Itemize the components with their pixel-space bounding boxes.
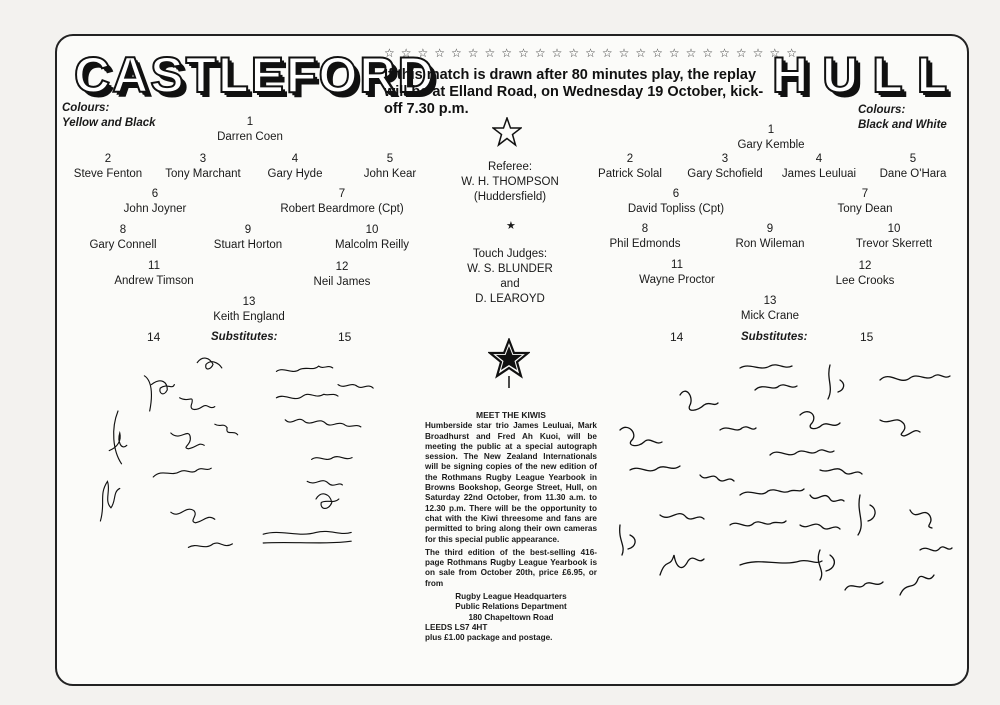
away-player-9: 9 Ron Wileman xyxy=(735,223,805,250)
away-sub-15: 15 xyxy=(860,330,874,344)
away-player-6: 6 David Topliss (Cpt) xyxy=(627,188,725,215)
referee-name: W. H. THOMPSON xyxy=(461,176,559,188)
away-colours-value: Black and White xyxy=(858,119,947,131)
address-line-2: Public Relations Department xyxy=(455,602,567,612)
away-player-10: 10 Trevor Skerrett xyxy=(855,223,933,250)
home-sub-14: 14 xyxy=(147,330,161,344)
home-player-6: 6 John Joyner xyxy=(123,188,187,215)
away-player-2: 2 Patrick Solal xyxy=(598,153,662,180)
home-player-10: 10 Malcolm Reilly xyxy=(334,224,410,251)
home-player-5: 5 John Kear xyxy=(363,153,417,180)
touch-judges-label: Touch Judges: xyxy=(472,248,548,260)
touch-judges-and: and xyxy=(500,278,520,290)
address-line-1: Rugby League Headquarters xyxy=(455,592,567,602)
home-substitutes-label: Substitutes: xyxy=(211,331,278,343)
home-team-title: CASTLEFORD xyxy=(74,47,436,103)
replay-notice: If this match is drawn after 80 minutes play, the replay will be at Elland Road, on Wednesday 19 October, kick-off 7.30 p.m. xyxy=(384,67,764,117)
home-sub-15: 15 xyxy=(338,330,352,344)
home-colours-label: Colours: xyxy=(62,102,110,114)
away-signatures xyxy=(600,350,960,610)
small-star-icon: ★ xyxy=(506,220,516,232)
away-colours xyxy=(858,103,947,133)
away-player-5: 5 Dane O'Hara xyxy=(879,153,947,180)
meet-paragraph-1: Humberside star trio James Leuluai, Mark Broadhurst and Fred Ah Kuoi, will be meeting the public at a special autograph session. The New Zealand Internationals will be signing copies of the new edition of the Rothmans Rugby League Yearbook in Browns Bookshop, George Street, Hull, on Saturday 22nd October, from 11.30 a.m. to 12.30 p.m. There will be the opportunity to chat with the Kiwi threesome and fans are permitted to bring along their own cameras for this special public appearance. xyxy=(425,421,597,544)
home-colours xyxy=(62,101,156,131)
meet-paragraph-2: The third edition of the best-selling 416-page Rothmans Rugby League Yearbook is on sale from October 20th, price £6.95, or from xyxy=(425,547,597,588)
away-player-13: 13 Mick Crane xyxy=(740,295,800,322)
referee-club: (Huddersfield) xyxy=(473,191,547,203)
address-line-5: plus £1.00 package and postage. xyxy=(425,633,553,643)
meet-title: MEET THE KIWIS xyxy=(476,410,546,420)
home-player-2: 2 Steve Fenton xyxy=(73,153,143,180)
away-colours-label: Colours: xyxy=(858,104,906,116)
home-player-8: 8 Gary Connell xyxy=(89,224,157,251)
away-player-1: 1 Gary Kemble xyxy=(737,124,805,151)
touch-judge-2: D. LEAROYD xyxy=(475,293,545,305)
away-player-4: 4 James Leuluai xyxy=(781,153,857,180)
away-player-7: 7 Tony Dean xyxy=(837,188,893,215)
address-line-3: 180 Chapeltown Road xyxy=(468,612,554,622)
away-player-3: 3 Gary Schofield xyxy=(687,153,763,180)
away-team-title: HULL xyxy=(772,47,962,103)
away-substitutes-label: Substitutes: xyxy=(741,331,808,343)
home-player-13: 13 Keith England xyxy=(213,296,285,323)
home-player-7: 7 Robert Beardmore (Cpt) xyxy=(280,188,404,215)
home-player-3: 3 Tony Marchant xyxy=(165,153,241,180)
away-player-11: 11 Wayne Proctor xyxy=(639,259,715,286)
referee-block xyxy=(440,160,580,205)
star-border-top: ☆☆☆☆☆☆☆☆☆☆☆☆☆☆☆☆☆☆☆☆☆☆☆☆☆ xyxy=(384,46,803,60)
home-player-11: 11 Andrew Timson xyxy=(114,260,194,287)
outlined-star-icon xyxy=(488,338,530,390)
home-player-1: 1 Darren Coen xyxy=(217,116,283,143)
away-sub-14: 14 xyxy=(670,330,684,344)
home-player-9: 9 Stuart Horton xyxy=(213,224,283,251)
address-line-4: LEEDS LS7 4HT xyxy=(425,622,488,632)
touch-judge-1: W. S. BLUNDER xyxy=(467,263,553,275)
away-player-8: 8 Phil Edmonds xyxy=(609,223,681,250)
touch-judges-block xyxy=(440,247,580,307)
referee-label: Referee: xyxy=(487,161,533,173)
home-signatures xyxy=(60,345,440,565)
home-player-4: 4 Gary Hyde xyxy=(267,153,323,180)
meet-the-kiwis-notice xyxy=(425,410,597,644)
star-icon xyxy=(492,117,522,147)
home-player-12: 12 Neil James xyxy=(313,261,371,288)
away-player-12: 12 Lee Crooks xyxy=(835,260,895,287)
home-colours-value: Yellow and Black xyxy=(62,117,156,129)
